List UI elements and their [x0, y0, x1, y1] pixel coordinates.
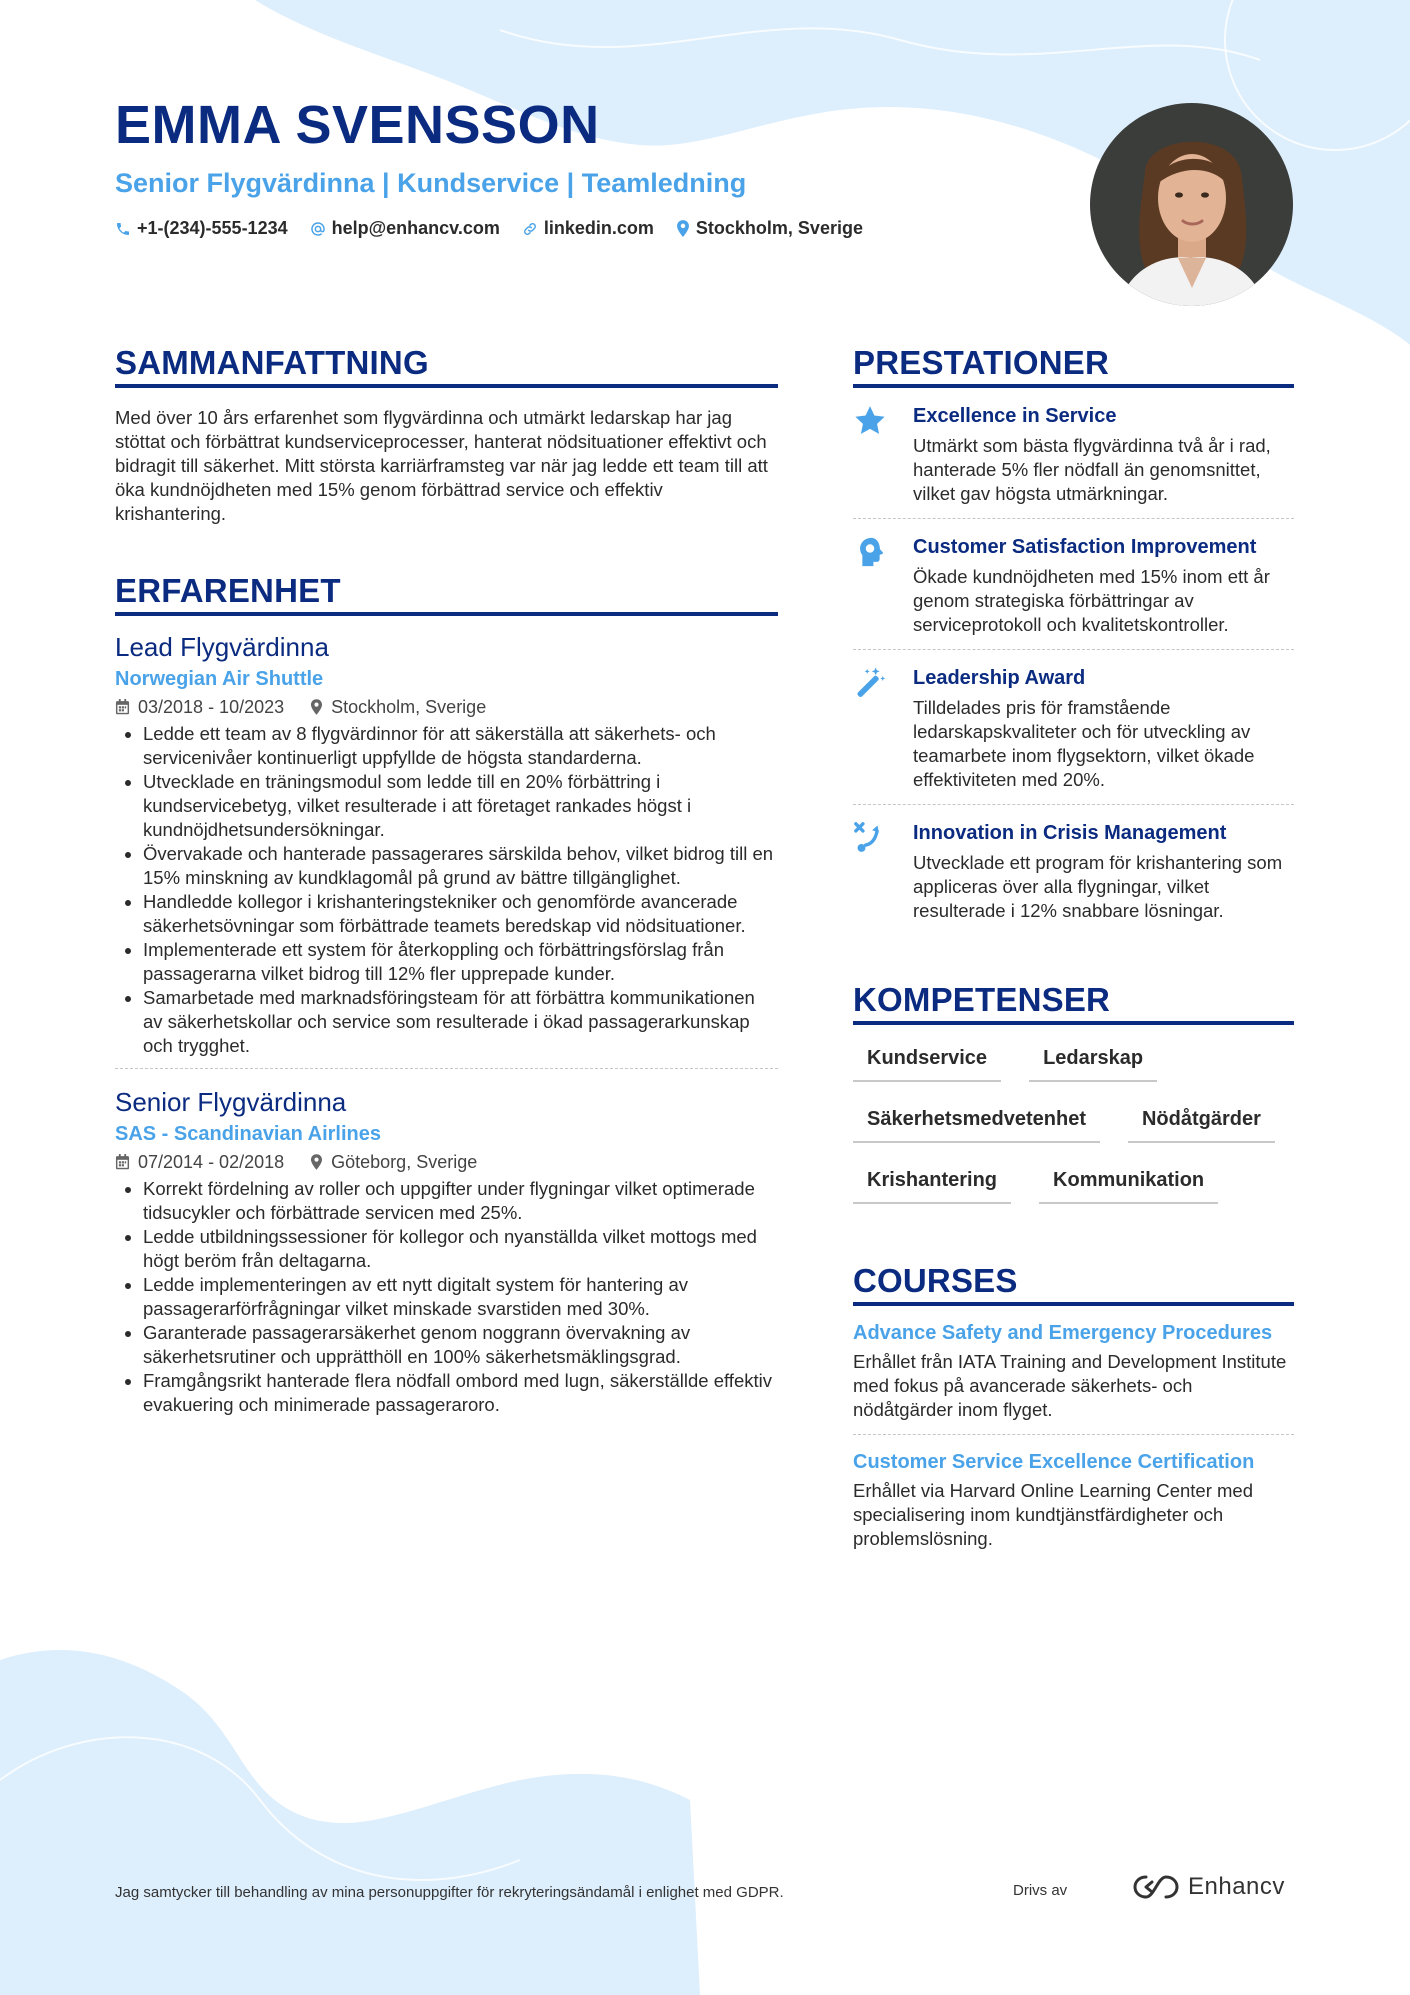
profile-photo — [1090, 103, 1293, 306]
job-bullet: • Ledde ett team av 8 flygvärdinnor för att säkerställa att säkerhets- och servicenivåer kontinuerligt uppfyllde de högsta standarderna. — [143, 722, 778, 770]
job-location — [310, 694, 486, 720]
enhancv-brand[interactable] — [1132, 1873, 1285, 1901]
course-desc: Erhållet via Harvard Online Learning Center med specialisering inom kundtjänstfärdigheter och problemslösning. — [853, 1480, 1254, 1549]
job-dates — [115, 1149, 284, 1175]
achievement-item — [853, 518, 1294, 649]
courses-section — [853, 1262, 1294, 1563]
contact-email[interactable] — [310, 218, 500, 239]
achievements-section — [853, 344, 1294, 935]
map-pin-icon — [310, 1154, 323, 1170]
contact-bar — [115, 218, 885, 239]
achievement-body — [913, 819, 1294, 923]
candidate-headline: Senior Flygvärdinna | Kundservice | Teamledning — [115, 168, 747, 198]
job-bullet: • Ledde utbildningssessioner för kollegor och nyanställda vilket mottogs med högt beröm från deltagarna. — [143, 1225, 778, 1273]
job-entry — [115, 616, 778, 1058]
summary-text: Med över 10 års erfarenhet som flygvärdinna och utmärkt ledarskap har jag stöttat och förbättrat kundserviceprocesser, hanterat nödsituationer effektivt och bidragit till säkerhet. Mitt största karriärframsteg var när jag ledde ett team till att öka kundnöjdheten med 15% genom förbättrad service och effektiv krishantering. — [115, 407, 768, 524]
job-bullet: • Garanterade passagerarsäkerhet genom noggrann övervakning av säkerhetsrutiner och upprätthöll en 100% säkerhetsmäklingsgrad. — [143, 1321, 778, 1369]
job-bullet: • Implementerade ett system för återkoppling och förbättringsförslag från passagerarna vilket bidrog till 12% fler upprepade kunder. — [143, 938, 778, 986]
achievement-title: Leadership Award — [913, 667, 1086, 689]
course-desc: Erhållet från IATA Training and Development Institute med fokus på avancerade säkerhets- och nödåtgärder inom flyget. — [853, 1351, 1287, 1420]
linkedin-text: linkedin.com — [543, 218, 654, 238]
strategy-icon — [853, 819, 913, 923]
achievement-desc: Tilldelades pris för framstående ledarskapskvaliteter och för utveckling av teamarbete inom flygsektorn, vilket ökade effektiviteten med 20%. — [913, 697, 1255, 790]
calendar-icon — [115, 1154, 130, 1170]
achievements-heading: PRESTATIONER — [853, 344, 1294, 388]
job-meta — [115, 1149, 778, 1175]
achievement-item — [853, 649, 1294, 804]
achievement-desc: Utvecklade ett program för krishantering som appliceras över alla flygningar, vilket resulterade i 12% snabbare lösningar. — [913, 852, 1283, 921]
candidate-name: EMMA SVENSSON — [115, 95, 600, 155]
skill-tag: Kundservice — [853, 1039, 1001, 1082]
job-bullet: • Samarbetade med marknadsföringsteam för att förbättra kommunikationen av säkerhetskollar och service som resulterade i ökad passagerarkunskap och trygghet. — [143, 986, 778, 1058]
achievement-body — [913, 533, 1294, 637]
contact-phone[interactable] — [115, 218, 288, 239]
calendar-icon — [115, 699, 130, 715]
location-text: Stockholm, Sverige — [695, 218, 863, 238]
gdpr-consent: Jag samtycker till behandling av mina personuppgifter för rekryteringsändamål i enlighet med GDPR. — [115, 1884, 784, 1901]
skills-section — [853, 981, 1294, 1222]
enhancv-logo-icon — [1132, 1873, 1180, 1901]
job-bullet: • Handledde kollegor i krishanteringstekniker och genomförde avancerade säkerhetsövningar som förbättrade teamets beredskap vid nödsituationer. — [143, 890, 778, 938]
achievement-desc: Ökade kundnöjdheten med 15% inom ett år genom strategiska förbättringar av serviceprotokoll och kvalitetskontroller. — [913, 566, 1270, 635]
courses-heading: COURSES — [853, 1262, 1294, 1306]
course-title: Customer Service Excellence Certification — [853, 1451, 1255, 1473]
achievement-desc: Utmärkt som bästa flygvärdinna två år i rad, hanterade 5% fler nödfall än genomsnittet, vilket gav högsta utmärkningar. — [913, 435, 1271, 504]
skill-tag: Nödåtgärder — [1128, 1100, 1275, 1143]
job-bullet: • Utvecklade en träningsmodul som ledde till en 20% förbättring i kundservicebetyg, vilket resulterade i att företaget rankades högst i kundnöjdhetsundersökningar. — [143, 770, 778, 842]
phone-text: +1-(234)-555-1234 — [137, 218, 288, 238]
brand-name: Enhancv — [1188, 1873, 1285, 1900]
job-title: Senior Flygvärdinna — [115, 1087, 347, 1117]
achievement-body — [913, 402, 1294, 506]
experience-heading: ERFARENHET — [115, 572, 778, 616]
achievement-body — [913, 664, 1294, 792]
achievement-title: Innovation in Crisis Management — [913, 822, 1227, 844]
skill-tag: Säkerhetsmedvetenhet — [853, 1100, 1100, 1143]
job-bullet: • Ledde implementeringen av ett nytt digitalt system för hantering av passagerarförfrågningar vilket minskade svarstiden med 30%. — [143, 1273, 778, 1321]
job-meta — [115, 694, 778, 720]
phone-icon — [115, 221, 131, 237]
job-dates-text: 03/2018 - 10/2023 — [138, 697, 285, 717]
at-icon — [310, 221, 326, 237]
powered-by-label: Drivs av — [1013, 1882, 1068, 1899]
job-bullet: • Korrekt fördelning av roller och uppgifter under flygningar vilket optimerade tidsucykler och förbättrade servicen med 25%. — [143, 1177, 778, 1225]
job-location — [310, 1149, 477, 1175]
job-bullet: • Framgångsrikt hanterade flera nödfall ombord med lugn, säkerställde effektiv evakuering och minimerade passageraroro. — [143, 1369, 778, 1417]
course-title: Advance Safety and Emergency Procedures — [853, 1322, 1273, 1344]
summary-heading: SAMMANFATTNING — [115, 344, 778, 388]
link-icon — [522, 221, 538, 237]
email-text: help@enhancv.com — [331, 218, 500, 238]
map-pin-icon — [310, 699, 323, 715]
job-bullet: • Övervakade och hanterade passagerares särskilda behov, vilket bidrog till en 15% minskning av kundklagomål på grund av bättre tillgänglighet. — [143, 842, 778, 890]
achievement-item — [853, 388, 1294, 518]
job-title: Lead Flygvärdinna — [115, 632, 329, 662]
skills-heading: KOMPETENSER — [853, 981, 1294, 1025]
job-location-text: Stockholm, Sverige — [331, 697, 487, 717]
job-dates — [115, 694, 284, 720]
left-column — [115, 344, 778, 1463]
job-bullets — [115, 1177, 778, 1417]
right-column — [853, 344, 1294, 1609]
contact-linkedin[interactable] — [522, 218, 654, 239]
job-location-text: Göteborg, Sverige — [331, 1152, 478, 1172]
job-entry — [115, 1068, 778, 1417]
contact-location — [676, 218, 863, 239]
course-item — [853, 1306, 1294, 1434]
course-item — [853, 1434, 1294, 1563]
skill-tag: Ledarskap — [1029, 1039, 1157, 1082]
experience-section — [115, 572, 778, 1417]
map-pin-icon — [676, 220, 690, 237]
achievement-title: Excellence in Service — [913, 405, 1117, 427]
summary-section — [115, 344, 778, 526]
job-company: SAS - Scandinavian Airlines — [115, 1123, 382, 1145]
magic-wand-icon — [853, 664, 913, 792]
job-bullets — [115, 722, 778, 1058]
star-icon — [853, 402, 913, 506]
achievement-item — [853, 804, 1294, 935]
head-icon — [853, 533, 913, 637]
job-company: Norwegian Air Shuttle — [115, 668, 324, 690]
achievement-title: Customer Satisfaction Improvement — [913, 536, 1257, 558]
skill-tag: Kommunikation — [1039, 1161, 1218, 1204]
skills-list — [853, 1039, 1294, 1222]
skill-tag: Krishantering — [853, 1161, 1011, 1204]
job-dates-text: 07/2014 - 02/2018 — [138, 1152, 285, 1172]
